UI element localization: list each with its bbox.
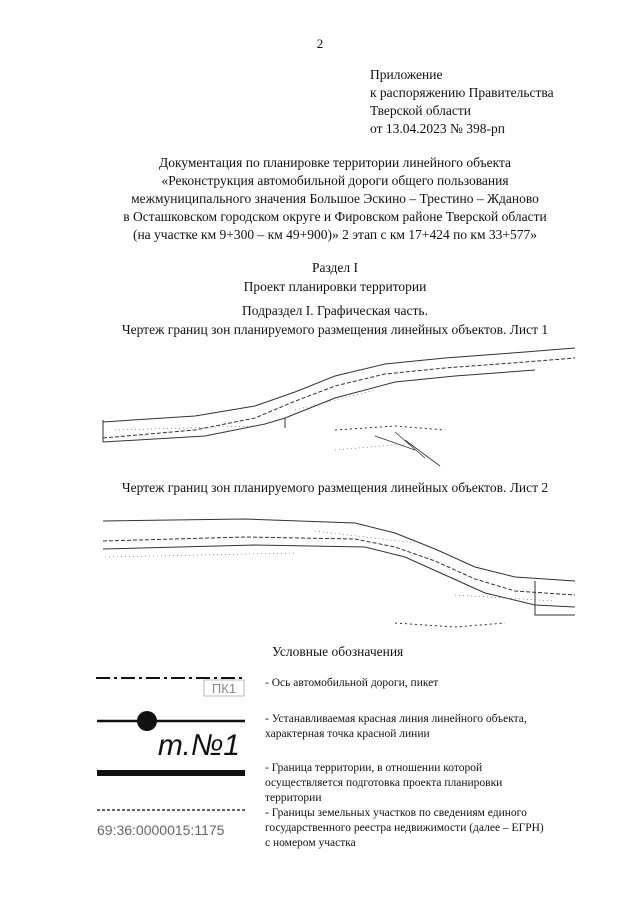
- drawing-sheet-1: [95, 340, 585, 480]
- legend-plots-text-2: государственного реестра недвижимости (далее – ЕГРН): [265, 822, 544, 834]
- red-line-symbol: [95, 705, 255, 765]
- legend-plots-text-1: - Границы земельных участков по сведениям единого: [265, 807, 527, 819]
- territory-boundary-symbol: [95, 768, 255, 780]
- sheet2-heading: Чертеж границ зон планируемого размещения линейных объектов. Лист 2: [121, 480, 549, 495]
- title-line-3: межмуниципального значения Большое Эскино – Трестино – Жданово: [131, 191, 539, 206]
- subsection-heading: [0, 301, 640, 339]
- road-axis-symbol: [92, 668, 252, 698]
- appendix-line-2: к распоряжению Правительства: [370, 85, 554, 100]
- sheet1-label: Чертеж границ зон планируемого размещения линейных объектов. Лист 1: [121, 322, 549, 337]
- title-line-5: (на участке км 9+300 – км 49+900)» 2 этап с км 17+424 по км 33+577»: [132, 227, 538, 242]
- appendix-line-4: от 13.04.2023 № 398-рп: [370, 121, 505, 136]
- drawing-sheet-2: [95, 505, 585, 645]
- title-line-4: в Осташковском городском округе и Фировском районе Тверской области: [123, 209, 547, 224]
- legend-item-road-axis: - Ось автомобильной дороги, пикет: [265, 677, 439, 689]
- picket-label: ПК1: [211, 681, 237, 696]
- legend-item-red-line: [265, 712, 527, 742]
- legend-red-line-text-1: - Устанавливаемая красная линия линейного объекта,: [265, 713, 527, 725]
- title-line-2: «Реконструкция автомобильной дороги общего пользования: [161, 173, 509, 188]
- appendix-line-3: Тверской области: [370, 103, 471, 118]
- title-line-1: Документация по планировке территории линейного объекта: [158, 155, 512, 170]
- legend-territory-text-2: осуществляется подготовка проекта планировки: [265, 777, 503, 789]
- cadastral-number-label: 69:36:0000015:1175: [97, 822, 225, 838]
- legend-title: Условные обозначения: [272, 644, 404, 659]
- section-name: Проект планировки территории: [243, 279, 427, 294]
- legend-item-land-plots: [265, 806, 544, 851]
- legend-territory-text-1: - Граница территории, в отношении которой: [265, 762, 483, 774]
- appendix-header: [370, 66, 554, 138]
- point-label: т.№1: [157, 729, 240, 762]
- legend-red-line-text-2: характерная точка красной линии: [265, 728, 430, 740]
- subsection-label: Подраздел I. Графическая часть.: [242, 303, 428, 318]
- document-title: [0, 154, 640, 244]
- legend-item-territory-boundary: [265, 761, 502, 806]
- section-label: Раздел I: [311, 260, 359, 275]
- section-heading: [0, 258, 640, 296]
- land-plot-boundary-symbol: [95, 805, 255, 841]
- page-number: 2: [316, 36, 324, 51]
- legend-territory-text-3: территории: [265, 792, 322, 804]
- legend-plots-text-3: с номером участка: [265, 837, 356, 849]
- appendix-line-1: Приложение: [370, 67, 443, 82]
